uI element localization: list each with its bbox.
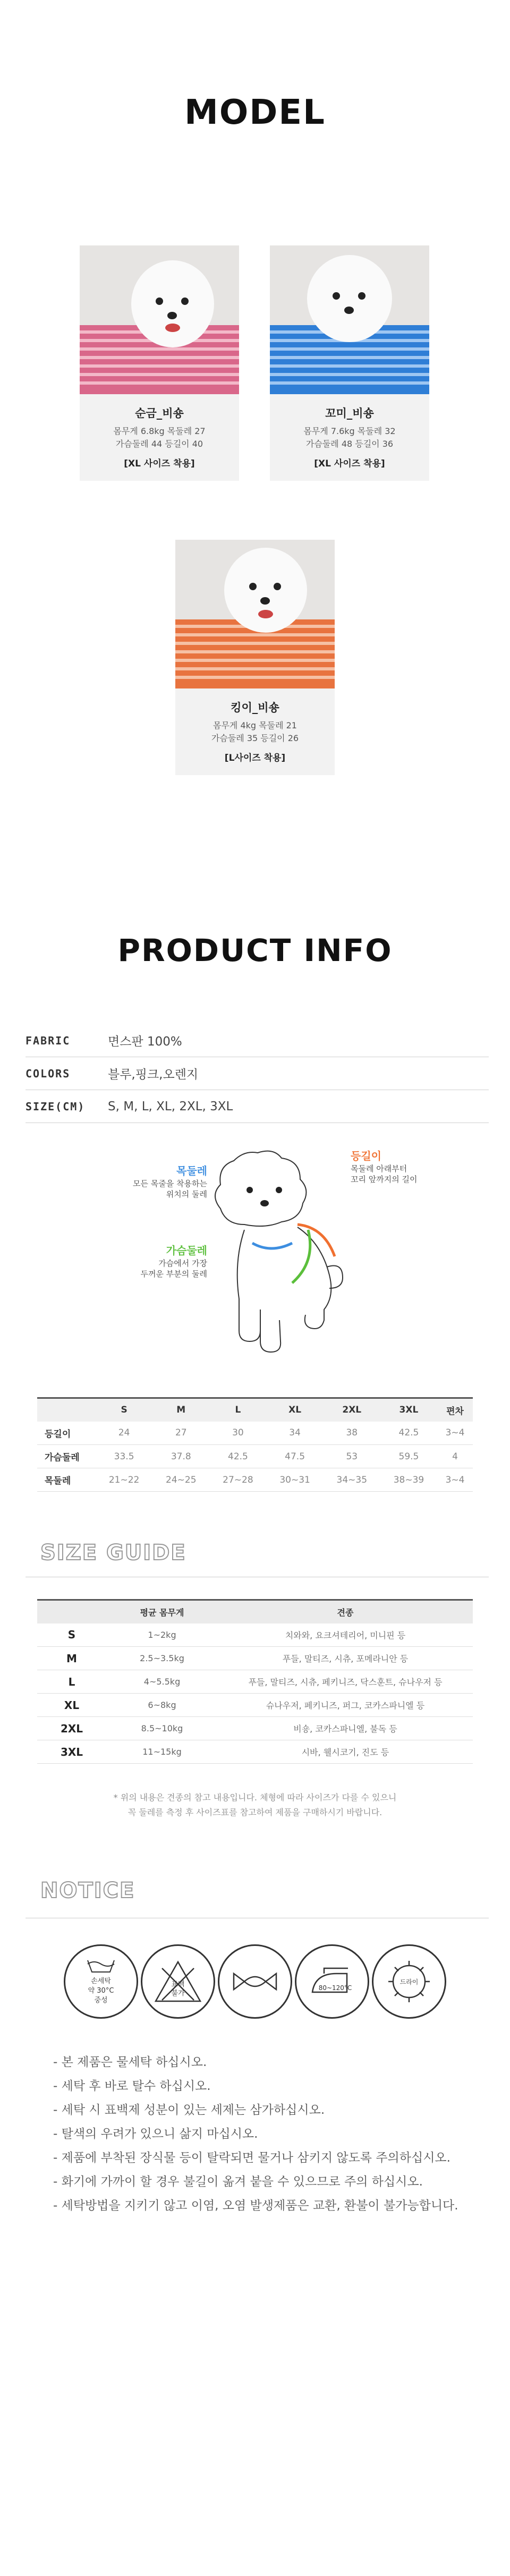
table-cell: 30~31 [267,1468,324,1492]
breeds-cell: 푸들, 말티즈, 시츄, 페키니즈, 닥스훈트, 슈나우저 등 [218,1670,473,1694]
notice-list [53,2051,489,2218]
breeds-cell: 슈나우저, 페키니즈, 퍼그, 코카스파니엘 등 [218,1694,473,1717]
model-size: [L사이즈 착용] [224,753,286,763]
care-text: 중성 [94,1996,108,2004]
neck-desc-line: 위치의 둘레 [166,1189,207,1199]
care-text: 80~120°C [318,1984,352,1992]
model-size: [XL 사이즈 착용] [314,458,385,469]
table-cell: 3~4 [437,1422,473,1445]
dog-photo-blue [270,245,429,394]
table-cell: 59.5 [380,1445,437,1468]
dry-clean-icon [372,1944,446,2019]
dog-photo-pink [80,245,239,394]
table-cell: 47.5 [267,1445,324,1468]
table-row [37,1445,473,1468]
list-item: - 세탁 시 표백제 성분이 있는 세제는 삼가하십시오. [53,2103,325,2117]
table-cell: 37.8 [152,1445,209,1468]
dog-measurement-diagram [191,1140,351,1363]
table-header: 편차 [437,1398,473,1422]
list-item: - 세탁방법을 지키기 않고 이염, 오염 발생제품은 교환, 환불이 불가능합니다. [53,2199,458,2213]
table-header: S [96,1398,152,1422]
size-cell: L [37,1670,106,1694]
size-cell: S [37,1623,106,1647]
model-name: 킹이_비숑 [231,701,279,714]
size-guide-title: SIZE GUIDE [40,1541,186,1565]
table-header: L [209,1398,266,1422]
table-header [37,1398,96,1422]
table-cell: 27~28 [209,1468,266,1492]
note-line: * 위의 내용은 견종의 참고 내용입니다. 체형에 따라 사이즈가 다를 수 있으니 [113,1792,397,1803]
product-info-fabric-row [26,1024,489,1057]
model-card [270,245,429,481]
table-cell: 30 [209,1422,266,1445]
neck-desc-line: 모든 목줄을 착용하는 [133,1179,207,1188]
model-measure: 가슴둘레 44 등길이 40 [115,439,203,449]
wring-gently-icon [218,1944,292,2019]
weight-cell: 4~5.5kg [106,1670,218,1694]
table-header-row [37,1600,473,1623]
list-item: - 탈색의 우려가 있으니 삶지 마십시오. [53,2127,258,2141]
care-icons-row [64,1944,446,2024]
dog-photo-orange [175,540,335,688]
iron-low-icon [295,1944,369,2019]
fabric-label: FABRIC [26,1034,71,1047]
table-cell: 38~39 [380,1468,437,1492]
size-guide-note [0,1790,510,1820]
table-row [37,1623,473,1647]
row-label: 목둘레 [37,1468,96,1492]
size-cell: XL [37,1694,106,1717]
breeds-cell: 시바, 웰시코기, 진도 등 [218,1740,473,1764]
table-cell: 42.5 [380,1422,437,1445]
product-info-colors-row [26,1057,489,1090]
colors-value: 블루,핑크,오렌지 [108,1068,199,1082]
table-cell: 4 [437,1445,473,1468]
model-measure: 몸무게 7.6kg 목둘레 32 [303,426,396,436]
table-row [37,1422,473,1445]
care-text: 약 30°C [88,1987,114,1995]
colors-label: COLORS [26,1067,71,1080]
list-item: - 화기에 가까이 할 경우 불길이 옮겨 붙을 수 있으므로 주의 하십시오. [53,2175,423,2189]
chest-desc [122,1258,207,1279]
table-header: 견종 [218,1600,473,1623]
model-name: 순금_비숑 [135,407,184,420]
table-cell: 38 [324,1422,380,1445]
size-guide-table [37,1599,473,1764]
table-row [37,1647,473,1670]
neck-desc [117,1178,207,1200]
chest-label: 가슴둘레 [166,1244,207,1257]
table-row [37,1468,473,1492]
note-line: 꼭 둘레를 측정 후 사이즈표를 참고하여 제품을 구매하시기 바랍니다. [128,1807,382,1817]
table-cell: 42.5 [209,1445,266,1468]
notice-title: NOTICE [40,1878,135,1903]
list-item: - 본 제품은 물세탁 하십시오. [53,2055,207,2069]
back-desc-line: 목둘레 아래부터 [351,1164,407,1174]
model-name: 꼬미_비숑 [325,407,374,420]
table-header: 평균 몸무게 [106,1600,218,1623]
product-info-title: PRODUCT INFO [117,932,393,968]
model-card [80,245,239,481]
weight-cell: 6~8kg [106,1694,218,1717]
list-item: - 제품에 부착된 장식물 등이 탈락되면 물거나 삼키지 않도록 주의하십시오. [53,2151,450,2165]
care-text: 드라이 [400,1978,419,1986]
table-row [37,1717,473,1740]
fabric-value: 면스판 100% [108,1035,182,1049]
size-label: SIZE(CM) [26,1100,86,1113]
table-row [37,1694,473,1717]
chest-desc-line: 두꺼운 부분의 둘레 [140,1269,207,1279]
care-text: 손세탁 [91,1977,111,1985]
size-cell: M [37,1647,106,1670]
back-length-desc [351,1163,417,1185]
table-cell: 33.5 [96,1445,152,1468]
breeds-cell: 비숑, 코카스파니엘, 불독 등 [218,1717,473,1740]
table-cell: 21~22 [96,1468,152,1492]
hand-wash-30-icon [64,1944,138,2019]
model-measure: 몸무게 4kg 목둘레 21 [213,720,297,730]
weight-cell: 2.5~3.5kg [106,1647,218,1670]
table-cell: 24 [96,1422,152,1445]
model-measure: 가슴둘레 48 등길이 36 [305,439,394,449]
table-cell: 27 [152,1422,209,1445]
model-size: [XL 사이즈 착용] [124,458,195,469]
table-header: 2XL [324,1398,380,1422]
model-measure: 몸무게 6.8kg 목둘레 27 [113,426,206,436]
size-cell: 2XL [37,1717,106,1740]
breeds-cell: 푸들, 말티즈, 시츄, 포메라니안 등 [218,1647,473,1670]
weight-cell: 1~2kg [106,1623,218,1647]
weight-cell: 11~15kg [106,1740,218,1764]
chest-desc-line: 가슴에서 가장 [158,1259,207,1268]
list-item: - 세탁 후 바로 탈수 하십시오. [53,2079,211,2093]
back-desc-line: 꼬리 앞까지의 길이 [351,1175,418,1184]
table-header-row [37,1398,473,1422]
model-measure: 가슴둘레 35 등길이 26 [211,733,299,743]
table-row [37,1670,473,1694]
table-header: XL [267,1398,324,1422]
size-cell: 3XL [37,1740,106,1764]
care-text: 표백 [171,1980,185,1988]
table-cell: 34 [267,1422,324,1445]
care-text: 불가 [171,1990,185,1997]
model-title: MODEL [184,93,326,132]
table-header: M [152,1398,209,1422]
table-cell: 24~25 [152,1468,209,1492]
back-length-label: 등길이 [351,1150,381,1162]
row-label: 등길이 [37,1422,96,1445]
size-value: S, M, L, XL, 2XL, 3XL [108,1099,233,1113]
row-label: 가슴둘레 [37,1445,96,1468]
model-card [175,540,335,775]
neck-label: 목둘레 [176,1164,207,1177]
breeds-cell: 치와와, 요크셔테리어, 미니핀 등 [218,1623,473,1647]
measurement-table [37,1397,473,1492]
table-cell: 34~35 [324,1468,380,1492]
table-row [37,1740,473,1764]
table-cell: 3~4 [437,1468,473,1492]
weight-cell: 8.5~10kg [106,1717,218,1740]
table-header [37,1600,106,1623]
table-cell: 53 [324,1445,380,1468]
no-bleach-icon [141,1944,215,2019]
table-header: 3XL [380,1398,437,1422]
product-info-size-row [26,1090,489,1123]
